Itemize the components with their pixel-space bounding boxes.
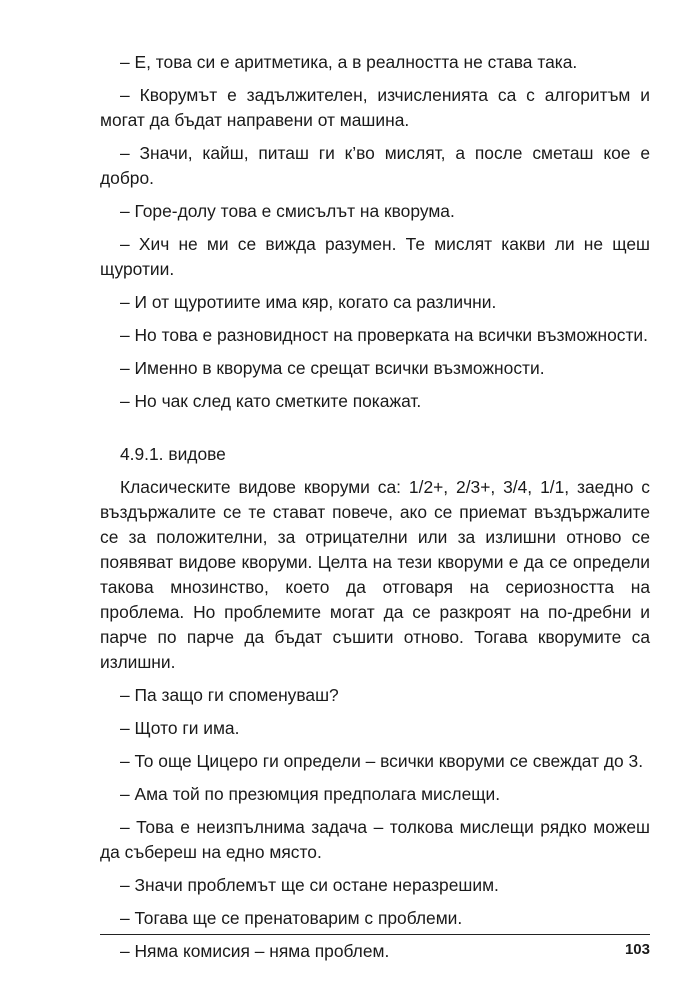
dialogue-line: – Тогава ще се пренатоварим с проблеми. bbox=[120, 908, 463, 928]
dialogue-line: – Ама той по презюмция предполага мислещи. bbox=[120, 784, 501, 804]
dialogue-line: – Кворумът е задължителен, изчисленията са с алгоритъм и могат да бъдат направени от машина. bbox=[100, 85, 650, 130]
dialogue-line: – И от щуротиите има кяр, когато са различни. bbox=[120, 292, 497, 312]
dialogue-line: – Но чак след като сметките покажат. bbox=[120, 391, 422, 411]
dialogue-line: – Значи, кайш, питаш ги к’во мислят, а после сметаш кое е добро. bbox=[100, 143, 650, 188]
dialogue-line: – Щото ги има. bbox=[120, 718, 240, 738]
dialogue-line: – Това е неизпълнима задача – толкова мислещи рядко можеш да събереш на едно място. bbox=[100, 817, 650, 862]
dialogue-line: – Е, това си е аритметика, а в реалността не става така. bbox=[120, 52, 578, 72]
dialogue-line: – Именно в кворума се срещат всички възможности. bbox=[120, 358, 545, 378]
section-paragraph: Класическите видове кворуми са: 1/2+, 2/3+, 3/4, 1/1, заедно с въздържалите се те стават повече, ако се приемат въздържалите се за положителни, за отрицателни или за излишни отново се появяват видове кворуми. Целта на тези кворуми е да се определи такова мнозинство, което да отговаря на сериозността на проблема. Но проблемите могат да се разкроят на по-дребни и парче по парче да бъдат съшити отново. Тогава кворумите са излишни. bbox=[100, 477, 650, 672]
page-body-text bbox=[100, 50, 650, 972]
dialogue-line: – Значи проблемът ще си остане неразрешим. bbox=[120, 875, 499, 895]
dialogue-line: – Па защо ги споменуваш? bbox=[120, 685, 339, 705]
page-number: 103 bbox=[624, 941, 650, 958]
dialogue-line: – То още Цицеро ги определи – всички кворуми се свеждат до 3. bbox=[120, 751, 644, 771]
dialogue-line: – Но това е разновидност на проверката на всички възможности. bbox=[120, 325, 648, 345]
dialogue-line: – Хич не ми се вижда разумен. Те мислят какви ли не щеш щуротии. bbox=[100, 234, 650, 279]
footer-divider bbox=[100, 934, 650, 935]
section-heading: 4.9.1. видове bbox=[120, 444, 226, 464]
dialogue-line: – Няма комисия – няма проблем. bbox=[120, 941, 390, 961]
dialogue-line: – Горе-долу това е смисълът на кворума. bbox=[120, 201, 455, 221]
